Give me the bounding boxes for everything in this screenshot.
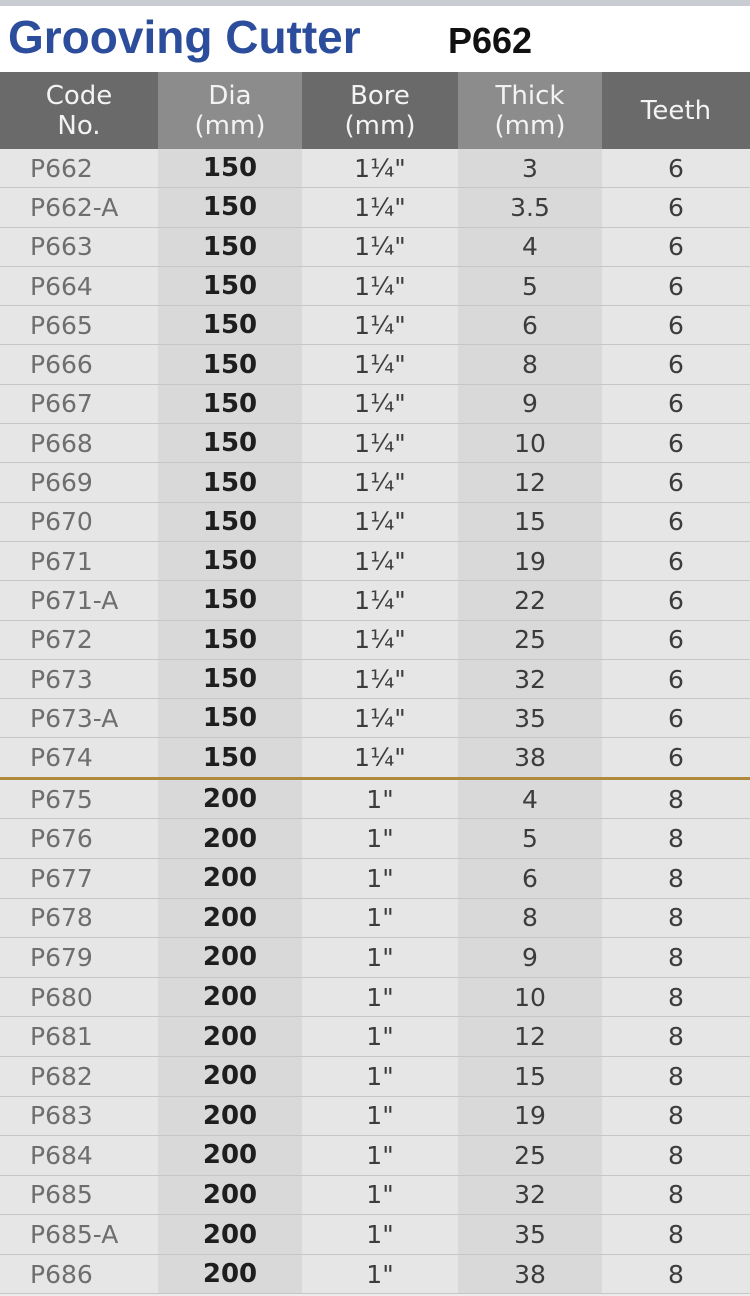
cell-dia: 200 (158, 1056, 302, 1096)
cell-bore: 1¼" (302, 188, 458, 227)
cell-code: P679 (0, 938, 158, 978)
header-dia-line1: Dia (208, 80, 252, 111)
cell-code: P674 (0, 738, 158, 778)
header-code-line2: No. (57, 110, 101, 141)
cell-code: P663 (0, 227, 158, 266)
cell-dia: 200 (158, 1254, 302, 1294)
cell-code: P664 (0, 266, 158, 305)
cell-thick: 15 (458, 502, 602, 541)
cell-dia: 200 (158, 858, 302, 898)
cell-code: P662 (0, 149, 158, 188)
cell-bore: 1" (302, 778, 458, 819)
cell-bore: 1" (302, 1175, 458, 1215)
cell-dia: 200 (158, 1017, 302, 1057)
header-bore-line2: (mm) (344, 110, 416, 141)
cell-code: P675 (0, 778, 158, 819)
cell-thick: 38 (458, 738, 602, 778)
table-row (0, 384, 750, 423)
cell-teeth: 8 (602, 1056, 750, 1096)
cell-bore: 1" (302, 898, 458, 938)
cell-teeth: 6 (602, 581, 750, 620)
cell-code: P685-A (0, 1215, 158, 1255)
cell-thick: 22 (458, 581, 602, 620)
header-bore-line1: Bore (350, 80, 410, 111)
cell-dia: 200 (158, 1096, 302, 1136)
cell-bore: 1¼" (302, 384, 458, 423)
header-bore (302, 72, 458, 149)
table-row (0, 266, 750, 305)
cell-code: P668 (0, 424, 158, 463)
cell-teeth: 6 (602, 463, 750, 502)
table-row (0, 858, 750, 898)
table-row (0, 1136, 750, 1176)
table-row (0, 1254, 750, 1294)
cell-thick: 19 (458, 1096, 602, 1136)
cell-code: P677 (0, 858, 158, 898)
cell-dia: 150 (158, 620, 302, 659)
cell-dia: 150 (158, 266, 302, 305)
cell-bore: 1¼" (302, 463, 458, 502)
cell-thick: 6 (458, 306, 602, 345)
header-dia (158, 72, 302, 149)
cell-dia: 150 (158, 699, 302, 738)
cell-bore: 1¼" (302, 541, 458, 580)
table-row (0, 188, 750, 227)
cell-bore: 1¼" (302, 345, 458, 384)
table-body (0, 149, 750, 1294)
cell-bore: 1" (302, 977, 458, 1017)
header-thick (458, 72, 602, 149)
cell-thick: 3.5 (458, 188, 602, 227)
cell-teeth: 8 (602, 977, 750, 1017)
cell-code: P673 (0, 659, 158, 698)
cell-thick: 35 (458, 699, 602, 738)
spec-table (0, 72, 750, 1294)
cell-teeth: 6 (602, 149, 750, 188)
cell-teeth: 8 (602, 1215, 750, 1255)
cell-code: P667 (0, 384, 158, 423)
cell-teeth: 6 (602, 738, 750, 778)
cell-teeth: 8 (602, 1017, 750, 1057)
cell-dia: 200 (158, 977, 302, 1017)
cell-code: P669 (0, 463, 158, 502)
cell-bore: 1" (302, 938, 458, 978)
cell-teeth: 6 (602, 699, 750, 738)
cell-thick: 25 (458, 1136, 602, 1176)
cell-teeth: 6 (602, 345, 750, 384)
cell-code: P685 (0, 1175, 158, 1215)
cell-bore: 1" (302, 1215, 458, 1255)
cell-teeth: 6 (602, 384, 750, 423)
table-row (0, 898, 750, 938)
table-row (0, 620, 750, 659)
cell-bore: 1" (302, 1136, 458, 1176)
cell-dia: 150 (158, 345, 302, 384)
spec-sheet (0, 72, 750, 1296)
header-dia-line2: (mm) (194, 110, 266, 141)
table-row (0, 463, 750, 502)
cell-thick: 12 (458, 1017, 602, 1057)
cell-code: P671 (0, 541, 158, 580)
cell-dia: 200 (158, 1215, 302, 1255)
cell-code: P672 (0, 620, 158, 659)
cell-thick: 4 (458, 778, 602, 819)
cell-bore: 1¼" (302, 266, 458, 305)
cell-bore: 1¼" (302, 738, 458, 778)
cell-bore: 1¼" (302, 424, 458, 463)
cell-bore: 1" (302, 1056, 458, 1096)
cell-bore: 1" (302, 1017, 458, 1057)
cell-code: P678 (0, 898, 158, 938)
cell-code: P670 (0, 502, 158, 541)
cell-thick: 9 (458, 384, 602, 423)
cell-teeth: 6 (602, 502, 750, 541)
cell-bore: 1¼" (302, 659, 458, 698)
cell-code: P665 (0, 306, 158, 345)
table-row (0, 581, 750, 620)
cell-thick: 8 (458, 345, 602, 384)
cell-teeth: 8 (602, 858, 750, 898)
cell-dia: 150 (158, 738, 302, 778)
cell-teeth: 6 (602, 541, 750, 580)
cell-thick: 32 (458, 1175, 602, 1215)
cell-dia: 150 (158, 188, 302, 227)
cell-thick: 10 (458, 424, 602, 463)
cell-code: P666 (0, 345, 158, 384)
cell-dia: 200 (158, 1136, 302, 1176)
cell-bore: 1¼" (302, 502, 458, 541)
table-row (0, 227, 750, 266)
cell-dia: 150 (158, 463, 302, 502)
header-thick-line1: Thick (495, 80, 565, 111)
cell-dia: 150 (158, 149, 302, 188)
cell-code: P676 (0, 819, 158, 859)
cell-bore: 1" (302, 1096, 458, 1136)
cell-teeth: 6 (602, 424, 750, 463)
header-teeth (602, 72, 750, 149)
cell-teeth: 8 (602, 898, 750, 938)
cell-dia: 200 (158, 778, 302, 819)
cell-dia: 200 (158, 898, 302, 938)
cell-thick: 3 (458, 149, 602, 188)
cell-thick: 5 (458, 819, 602, 859)
cell-teeth: 8 (602, 778, 750, 819)
header-teeth-line1: Teeth (640, 95, 712, 126)
cell-dia: 150 (158, 384, 302, 423)
cell-thick: 19 (458, 541, 602, 580)
cell-thick: 4 (458, 227, 602, 266)
cell-dia: 150 (158, 227, 302, 266)
table-row (0, 541, 750, 580)
product-code-title: P662 (448, 20, 533, 61)
table-row (0, 1175, 750, 1215)
cell-thick: 12 (458, 463, 602, 502)
table-row (0, 345, 750, 384)
table-row (0, 938, 750, 978)
cell-dia: 150 (158, 306, 302, 345)
cell-bore: 1" (302, 819, 458, 859)
cell-thick: 32 (458, 659, 602, 698)
cell-thick: 15 (458, 1056, 602, 1096)
page-title: Grooving Cutter (8, 11, 361, 63)
cell-bore: 1¼" (302, 699, 458, 738)
cell-dia: 150 (158, 424, 302, 463)
cell-teeth: 6 (602, 227, 750, 266)
cell-bore: 1¼" (302, 581, 458, 620)
cell-dia: 150 (158, 502, 302, 541)
cell-bore: 1¼" (302, 620, 458, 659)
cell-teeth: 8 (602, 1136, 750, 1176)
table-row (0, 502, 750, 541)
cell-code: P686 (0, 1254, 158, 1294)
cell-thick: 35 (458, 1215, 602, 1255)
table-row (0, 1056, 750, 1096)
cell-code: P682 (0, 1056, 158, 1096)
cell-code: P684 (0, 1136, 158, 1176)
cell-code: P681 (0, 1017, 158, 1057)
cell-teeth: 8 (602, 938, 750, 978)
cell-code: P683 (0, 1096, 158, 1136)
header-code-line1: Code (45, 80, 113, 111)
header-code (0, 72, 158, 149)
cell-dia: 150 (158, 659, 302, 698)
cell-teeth: 6 (602, 620, 750, 659)
table-row (0, 1096, 750, 1136)
cell-dia: 150 (158, 541, 302, 580)
cell-thick: 5 (458, 266, 602, 305)
cell-dia: 200 (158, 938, 302, 978)
cell-thick: 8 (458, 898, 602, 938)
cell-teeth: 8 (602, 819, 750, 859)
cell-thick: 38 (458, 1254, 602, 1294)
cell-code: P673-A (0, 699, 158, 738)
table-row (0, 306, 750, 345)
table-row (0, 738, 750, 778)
table-row (0, 659, 750, 698)
cell-teeth: 8 (602, 1254, 750, 1294)
table-row (0, 778, 750, 819)
cell-bore: 1" (302, 858, 458, 898)
cell-bore: 1¼" (302, 149, 458, 188)
table-row (0, 699, 750, 738)
cell-bore: 1¼" (302, 227, 458, 266)
table-row (0, 1215, 750, 1255)
cell-teeth: 6 (602, 659, 750, 698)
table-row (0, 977, 750, 1017)
cell-teeth: 8 (602, 1175, 750, 1215)
cell-teeth: 6 (602, 188, 750, 227)
table-row (0, 1017, 750, 1057)
cell-code: P662-A (0, 188, 158, 227)
table-row (0, 424, 750, 463)
cell-code: P680 (0, 977, 158, 1017)
cell-teeth: 8 (602, 1096, 750, 1136)
cell-thick: 10 (458, 977, 602, 1017)
table-row (0, 149, 750, 188)
cell-teeth: 6 (602, 266, 750, 305)
cell-code: P671-A (0, 581, 158, 620)
cell-thick: 6 (458, 858, 602, 898)
cell-bore: 1" (302, 1254, 458, 1294)
cell-dia: 200 (158, 1175, 302, 1215)
cell-teeth: 6 (602, 306, 750, 345)
title-bar (0, 6, 750, 72)
table-header (0, 72, 750, 149)
cell-bore: 1¼" (302, 306, 458, 345)
cell-dia: 200 (158, 819, 302, 859)
cell-dia: 150 (158, 581, 302, 620)
cell-thick: 25 (458, 620, 602, 659)
header-thick-line2: (mm) (494, 110, 566, 141)
cell-thick: 9 (458, 938, 602, 978)
table-row (0, 819, 750, 859)
